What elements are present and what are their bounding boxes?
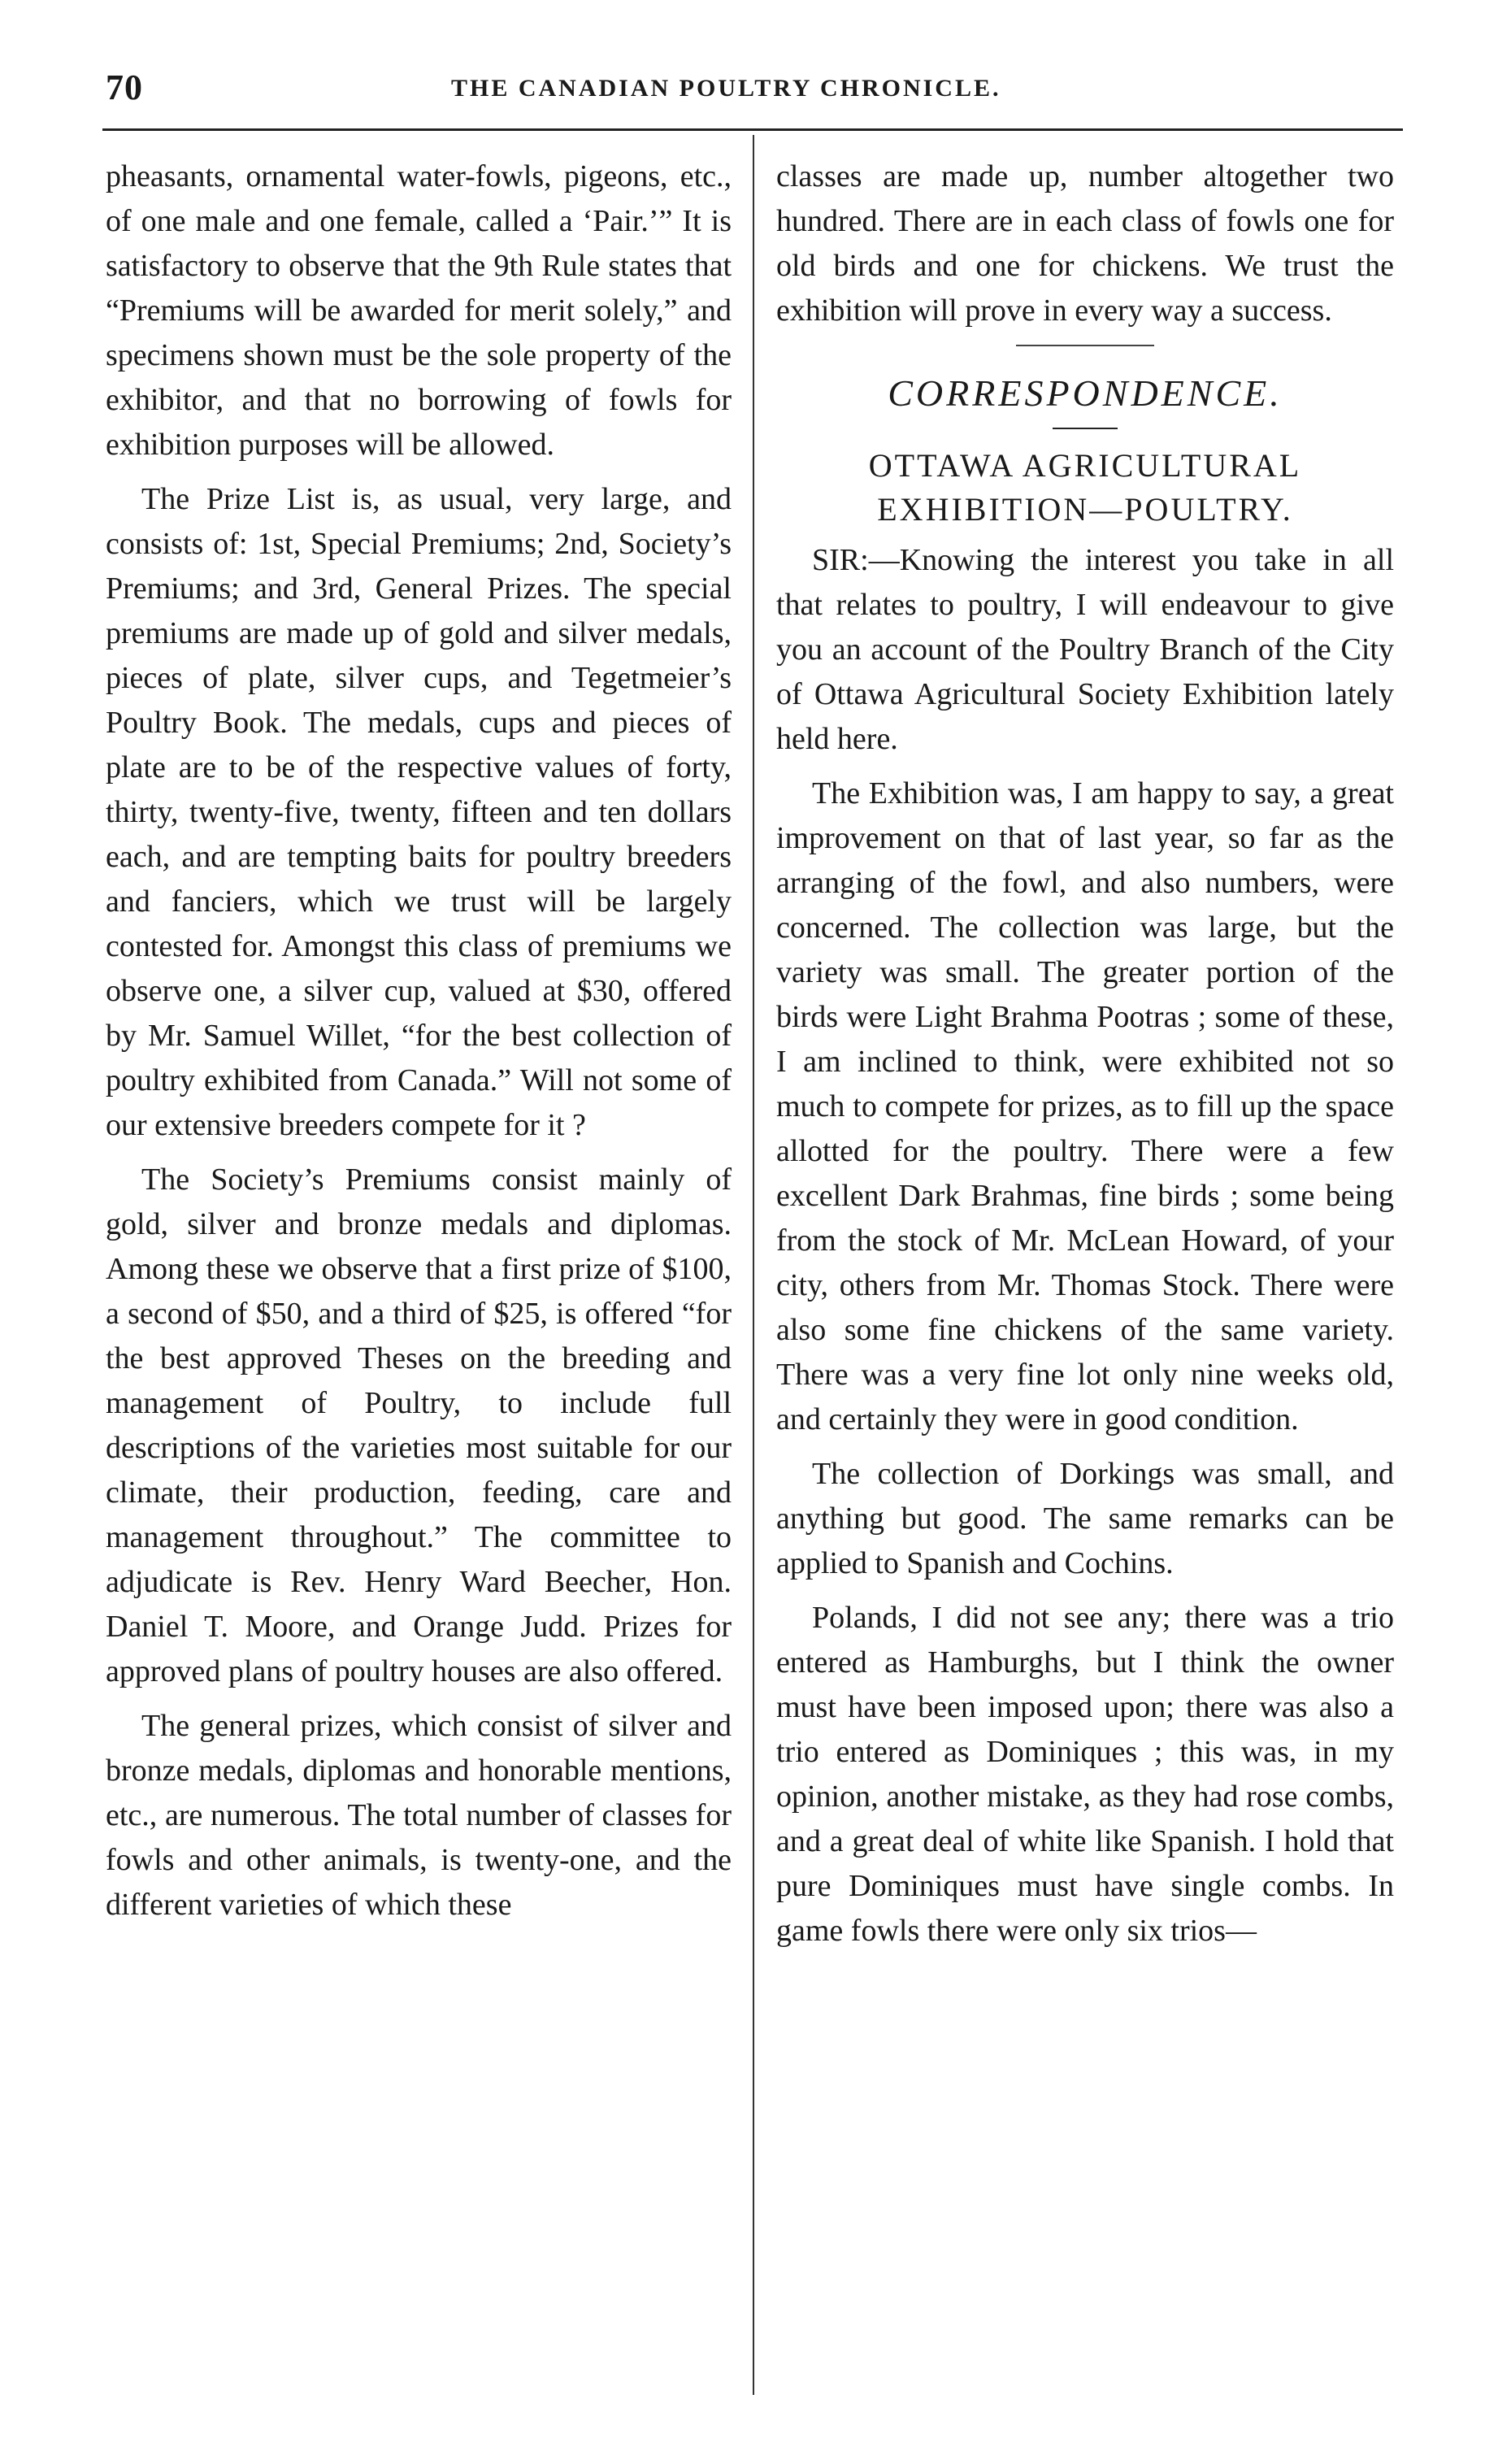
heading-rule [1053,428,1118,429]
right-paragraph-4: The collection of Dorkings was small, and anything but good. The same remarks can be applied to Spanish and Cochins. [776,1457,1394,1580]
right-paragraph-5: Polands, I did not see any; there was a trio entered as Hamburghs, but I think the owner must have been imposed upon; there was also a trio entered as Dominiques ; this was, in my opinion, another mistake, as they had rose combs, and a great deal of white like Spanish. I hold that pure Dominiques must have single combs. In game fowls there were only six trios— [776,1601,1394,1948]
right-paragraph-3: The Exhibition was, I am happy to say, a great improvement on that of last year, so far as the arranging of the fowl, and also numbers, were concerned. The collection was large, but the variety was small. The greater portion of the birds were Light Brahma Pootras ; some of these, I am inclined to think, were exhibited not so much to compete for prizes, as to fill up the space allotted for the poultry. There were a few excellent Dark Brahmas, fine birds ; some being from the stock of Mr. McLean Howard, of your city, others from Mr. Thomas Stock. There were also some fine chickens of the same variety. There was a very fine lot only nine weeks old, and certainly they were in good condition. [776,776,1394,1436]
header-rule [102,128,1403,131]
section-separator [1016,345,1154,346]
right-column [776,154,1394,1963]
right-paragraph-1: classes are made up, number altogether two hundred. There are in each class of fowls one for old birds and one for chickens. We trust the exhibition will prove in every way a success. [776,159,1394,328]
left-paragraph-2: The Prize List is, as usual, very large, and consists of: 1st, Special Premiums; 2nd, Society’s Premiums; and 3rd, General Prizes. The special premiums are made up of gold and silver medals, pieces of plate, silver cups, and Tegetmeier’s Poultry Book. The medals, cups and pieces of plate are to be of the respective values of forty, thirty, twenty-five, twenty, fifteen and ten dollars each, and are tempting baits for poultry breeders and fanciers, which we trust will be largely contested for. Amongst this class of premiums we observe one, a silver cup, valued at $30, offered by Mr. Samuel Willet, “for the best collection of poultry exhibited from Canada.” Will not some of our extensive breeders compete for it ? [106,482,732,1142]
section-heading: CORRESPONDENCE. [888,372,1283,414]
left-paragraph-3: The Society’s Premiums consist mainly of gold, silver and bronze medals and diplomas. Among these we observe that a first prize of $100, a second of $50, and a third of $25, is offered “for the best approved Theses on the breeding and management of Poultry, to include full descriptions of the varieties most suitable for our climate, their production, feeding, care and management throughout.” The committee to adjudicate is Rev. Henry Ward Beecher, Hon. Daniel T. Moore, and Orange Judd. Prizes for approved plans of poultry houses are also offered. [106,1162,732,1688]
column-divider [753,135,754,2395]
running-head: THE CANADIAN POULTRY CHRONICLE. [451,75,1001,102]
left-column [106,154,732,1937]
left-paragraph-1: pheasants, ornamental water-fowls, pigeons, etc., of one male and one female, called a ‘Pair.’” It is satisfactory to observe that the 9th Rule states that “Premiums will be awarded for merit solely,” and specimens shown must be the sole property of the exhibitor, and that no borrowing of fowls for exhibition purposes will be allowed. [106,159,732,462]
article-title: OTTAWA AGRICULTURAL EXHIBITION—POULTRY. [868,447,1302,528]
page-number: 70 [106,67,143,107]
right-paragraph-2: SIR:—Knowing the interest you take in all that relates to poultry, I will endeavour to give you an account of the Poultry Branch of the City of Ottawa Agricultural Society Exhibition lately held here. [776,543,1394,756]
left-paragraph-4: The general prizes, which consist of silver and bronze medals, diplomas and honorable mentions, etc., are numerous. The total number of classes for fowls and other animals, is twenty-one, and the different varieties of which these [106,1709,732,1922]
